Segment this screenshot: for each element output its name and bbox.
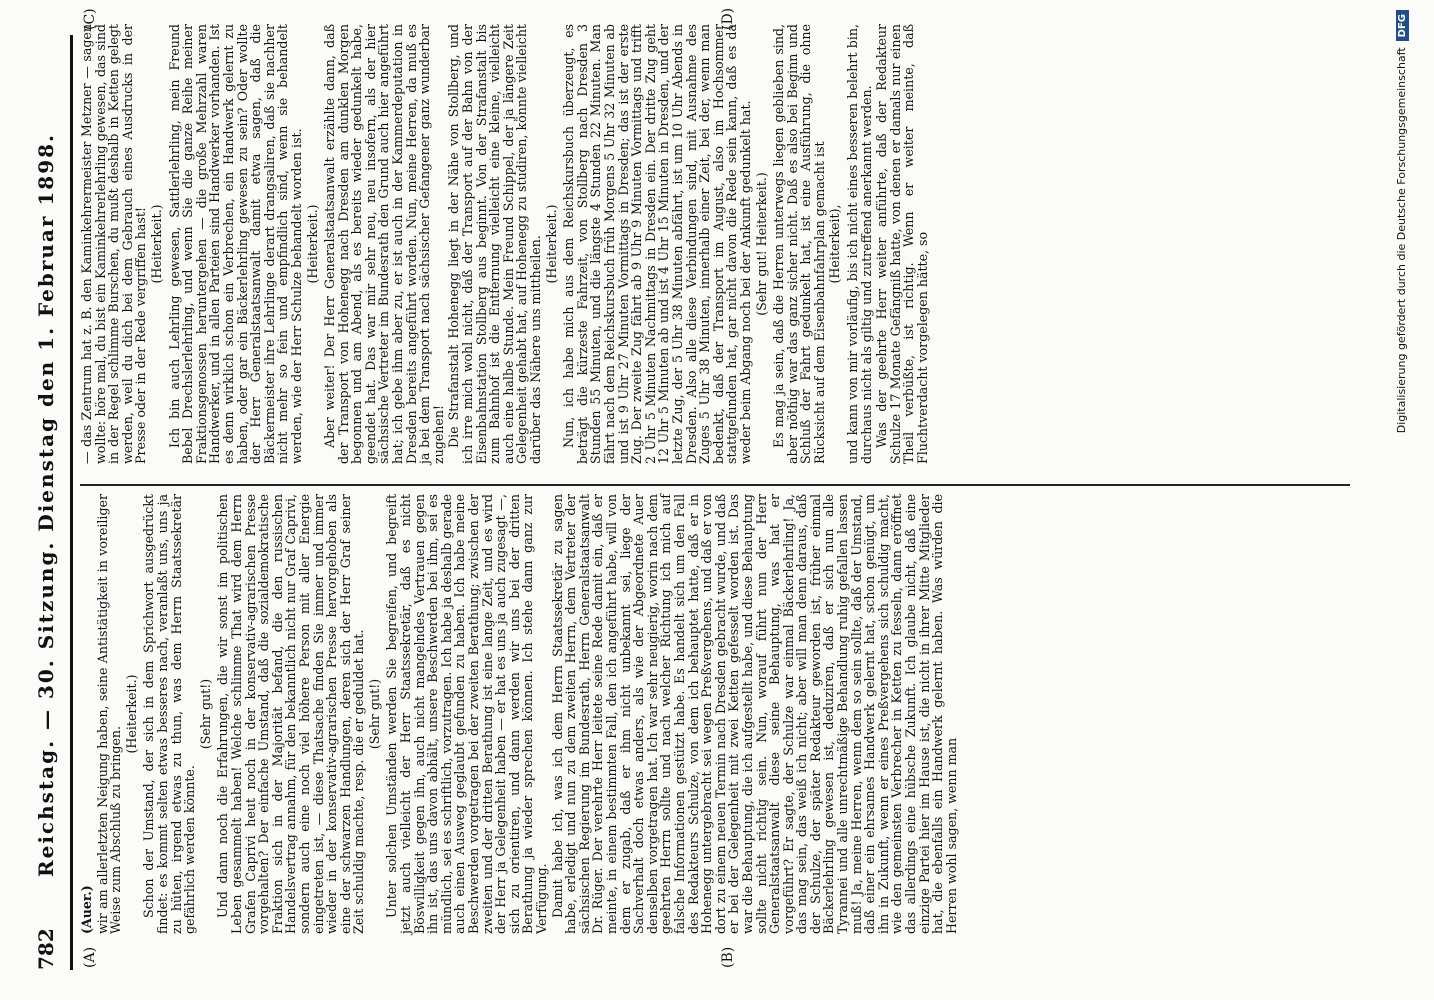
left-column [80, 494, 960, 934]
paragraph: Ich bin auch Lehrling gewesen, Sattlerlehrling, mein Freund Bebel Drechslerlehrling, und wenn Sie die ganze Reihe meiner Fraktionsgenossen heruntergehen — die große Mehrzahl waren Handwerker, und in allen Parteien sind Handwerker vorhanden. Ist es denn wirklich schon ein Verbrechen, ein Handwerk gelernt zu haben, oder gar ein Bäckerlehrling gewesen zu sein? Oder wollte der Herr Generalstaatsanwalt damit etwa sagen, daß die Bäckermeister ihre Lehrlinge derart drangsaliren, daß sie nachher nicht mehr so fein und empfindlich sind, wenn sie behandelt werden, wie der Herr Schulze behandelt worden ist. [166, 24, 304, 464]
dfg-logo: DFG [1396, 10, 1409, 41]
speaker-line [80, 494, 94, 934]
interjection: (Heiterkeit.) [304, 204, 320, 284]
paragraph: Es mag ja sein, daß die Herren unterwegs liegen geblieben sind, aber nöthig war das ganz sicher nicht. Daß es also bei Beginn und Schluß der Fahrt gedunkelt hat, ist eine Ausführung, die ohne Rücksicht auf dem Eisenbahnfahrplan gemacht ist [771, 24, 827, 464]
interjection: (Sehr gut! Heiterkeit.) [753, 172, 769, 316]
page-number: 782 [34, 928, 58, 970]
interjection: (Sehr gut!) [197, 678, 213, 750]
interjection: (Heiterkeit.) [123, 674, 139, 754]
paragraph: Und dann noch die Erfahrungen, die wir sonst im politischen Leben gesammelt haben! Welche schlimme That wird dem Herrn Grafen Caprivi heut noch in der konservativ-agrarischen Presse vorgehalten? Der einfache Umstand, daß die sozialdemokratische Fraktion sich in der Majorität befand, die den russischen Handelsvertrag annahm, für den bekanntlich nicht nur Graf Caprivi, sondern auch eine noch viel höhere Person mit aller Energie eingetreten ist, — diese Thatsache finden Sie immer und immer wieder in der konservativ-agrarischen Presse hervorgehoben als eine der schwarzen Handlungen, deren sich der Herr Graf seiner Zeit schuldig machte, resp. die er geduldet hat. [215, 494, 367, 934]
speaker-name: (Auer.) [79, 885, 94, 934]
paragraph: wir am allerletzten Neigung haben, seine Antistätigkeit in voreiliger Weise zum Abschluß zu bringen. [94, 494, 124, 934]
margin-letter-c: (C) [82, 8, 98, 30]
running-title: Reichstag. — 30. Sitzung. Dienstag den 1. Februar 1898. [34, 132, 58, 878]
paragraph: — das Zentrum hat z. B. den Kaminkehrermeister Metzner — sagen wollte: höre mal, du bist ein Kaminkehrerlehrling gewesen, das sind in der Regel schlimme Burschen, du mußt deshalb in Ketten gelegt werden, weil du dich bei dem Gebrauch eines Ausdrucks in der Presse oder in der Rede vergriffen hast! [79, 24, 149, 464]
paragraph: Damit habe ich, was ich dem Herrn Staatssekretär zu sagen habe, erledigt und nun zu dem zweiten Herrn, dem Vertreter der sächsischen Regierung im Bundesrath, Herrn Generalstaatsanwalt Dr. Rüger. Der verehrte Herr leitete seine Rede damit ein, daß er meinte, in einem bestimmten Fall, den ich angeführt habe, will von dem er zugab, daß er ihm nicht unbekannt sei, liege der Sachverhalt doch etwas anders, als wie der Abgeordnete Auer denselben vorgetragen hat. Ich war sehr neugierig, worin nach dem geehrten Herrn sollte und nach welcher Richtung ich mich auf falsche Informationen gestützt habe. Es handelt sich um den Fall des Redakteurs Schulze, von dem ich behauptet hatte, daß er in Hohenegg untergebracht sei wegen Preßvergehens, und daß er von dort zu einem neuen Termin nach Dresden gebracht wurde, und daß er bei der Gelegenheit mit zwei Ketten gefesselt worden ist. Das war die Behauptung, die ich aufgestellt habe, und diese Behauptung sollte nicht richtig sein. Nun, worauf führt nun der Herr Generalstaatsanwalt diese seine Behauptung, was hat er vorgeführt? Er sagte, der Schulze war einmal Bäckerlehrling! Ja, das mag sein, das weiß ich nicht; aber will man denn daraus, daß der Schulze, der später Redakteur geworden ist, früher einmal Bäckerlehrling gewesen ist, deduziren, daß er sich nun alle Tyrannei und alle unrechtmäßige Behandlung ruhig gefallen lassen muß! Ja, meine Herren, wenn dem so sein sollte, daß der Umstand, daß einer ein ehrsames Handwerk gelernt hat, schon genügt, um ihn in Zukunft, wenn er eines Preßvergehens sich schuldig macht, wie den gemeinsten Verbrecher in Ketten zu fesseln, dann eröffnet das allerdings eine hübsche Zukunft. Ich glaube nicht, daß eine einzige Partei hier im Hause ist, die nicht in ihrer Mitte Mitglieder hat, die ebenfalls ein Handwerk gelernt haben. Was würden die Herren wohl sagen, wenn man [549, 494, 959, 934]
paragraph: Nun, ich habe mich aus dem Reichskursbuch überzeugt, es beträgt die kürzeste Fahrzeit, von Stollberg nach Dresden 3 Stunden 55 Minuten, und die längste 4 Stunden 22 Minuten. Man fährt nach dem Reichskursbuch früh Morgens 5 Uhr 32 Minuten ab und ist 9 Uhr 27 Minuten Vormittags in Dresden; das ist der erste Zug. Der zweite Zug fährt ab 9 Uhr 9 Minuten Vormittags und trifft 2 Uhr 5 Minuten Nachmittags in Dresden ein. Der dritte Zug geht 12 Uhr 5 Minuten ab und ist 4 Uhr 15 Minuten in Dresden, und der letzte Zug, der 5 Uhr 38 Minuten abfährt, ist um 10 Uhr Abends in Dresden. Also alle diese Verbindungen sind, mit Ausnahme des Zuges 5 Uhr 38 Minuten, innerhalb einer Zeit, bei der, wenn man bedenkt, daß der Transport im August, also im Hochsommer stattgefunden hat, gar nicht davon die Rede sein kann, daß es da weder beim Abgang noch bei der Ankunft gedunkelt hat. [561, 24, 753, 464]
interjection: (Sehr gut!) [366, 678, 382, 750]
margin-letter-d: (D) [720, 7, 736, 30]
paragraph: Schon der Umstand, der sich in dem Sprichwort ausgedrückt findet: es kommt selten etwas besseres nach, veranlaßt uns, uns ja zu hüten, irgend etwas zu thun, was dem Herrn Staatssekretär gefährlich werden könnte. [141, 494, 198, 934]
column-divider [80, 484, 1350, 486]
credit-text: Digitalisierung gefördert durch die Deutsche Forschungsgemeinschaft [1395, 47, 1408, 434]
digitization-credit [1395, 10, 1409, 530]
paragraph: Unter solchen Umständen werden Sie begreifen, und begreift jetzt auch vielleicht der Herr Staatssekretär, daß es nicht Böswilligkeit gegen ihn, auch nicht mangelndes Vertrauen gegen ihn ist, das uns davon abhält, unsere Beschwerden bei ihm, sei es mündlich, sei es schriftlich, vorzutragen. Ich habe ja deshalb gerade auch einen Ausweg geglaubt gefunden zu haben. Ich habe meine Beschwerden vorgetragen bei der zweiten Berathung; zwischen der zweiten und der dritten Berathung ist eine lange Zeit, und es wird der Herr ja Gelegenheit haben — er hat es uns ja auch zugesagt —, sich zu orientiren, und dann werden wir uns bei der dritten Berathung ja wieder sprechen können. Ich stehe dann ganz zur Verfügung. [384, 494, 549, 934]
margin-letter-a: (A) [82, 946, 98, 968]
margin-letter-b: (B) [720, 946, 736, 968]
paragraph: Die Strafanstalt Hohenegg liegt in der Nähe von Stollberg, und ich irre mich wohl nicht, daß der Transport auf der Bahn von der Eisenbahnstation Stollberg aus beginnt. Von der Strafanstalt bis zum Bahnhof ist die Entfernung vielleicht eine kleine, vielleicht auch eine halbe Stunde. Mein Freund Schippel, der ja längere Zeit Gelegenheit gehabt hat, auf Hohenegg zu studiren, könnte vielleicht darüber das Nähere uns mittheilen. [446, 24, 543, 464]
right-column [80, 24, 932, 464]
paragraph: Aber weiter! Der Herr Generalstaatsanwalt erzählte dann, daß der Transport von Hohenegg nach Dresden am dunklen Morgen begonnen und am Abend, als es bereits wieder gedunkelt habe, geendet hat. Das war mir sehr neu, neu insofern, als der hier sächsische Vertreter im Bundesrath den Grund auch hier angeführt hat; ich gebe ihm aber zu, er ist auch in der Kammerdeputation in Dresden bereits angeführt worden. Nun, meine Herren, da muß es ja bei dem Transport nach sächsischer Gefangener ganz wunderbar zugehen! [322, 24, 446, 464]
page-header [30, 40, 64, 970]
interjection: (Heiterkeit), [827, 204, 843, 284]
paragraph: und kann von mir vorläufig, bis ich nicht eines besseren belehrt bin, durchaus nicht als giltig und zutreffend anerkannt werden. [845, 24, 874, 464]
interjection: (Heiterkeit.) [148, 204, 164, 284]
header-rule [70, 35, 73, 970]
interjection: (Heiterkeit.) [543, 204, 559, 284]
paragraph: Was der geehrte Herr weiter anführte, daß der Redakteur Schulze 17 Monate Gefängniß hatte, von denen er damals nur einen Theil verbüßte, ist richtig. Wenn er weiter meinte, daß Fluchtverdacht vorgelegen hätte, so [874, 24, 931, 464]
